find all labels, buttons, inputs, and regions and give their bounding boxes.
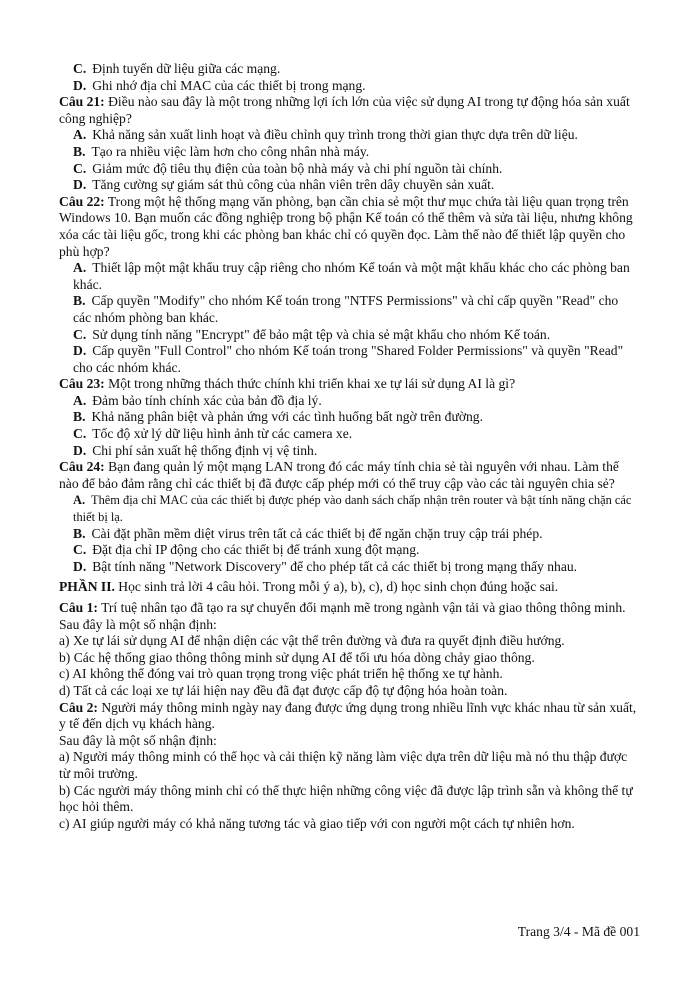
tf-question-2 <box>59 700 639 733</box>
exam-page <box>59 61 639 832</box>
question-text: Người máy thông minh ngày nay đang được ứng dụng trong nhiều lĩnh vực khác nhau từ sản xuất, y tế đến dịch vụ khách hàng. <box>59 699 637 732</box>
question-label: Câu 24: <box>59 459 105 475</box>
part-instructions: Học sinh trả lời 4 câu hỏi. Trong mỗi ý a), b), c), d) học sinh chọn đúng hoặc sai. <box>118 579 559 595</box>
question-text: Trí tuệ nhân tạo đã tạo ra sự chuyển đổi mạnh mẽ trong ngành vận tải và giao thông thông minh. <box>101 600 626 615</box>
option-text: Khả năng sản xuất linh hoạt và điều chỉnh quy trình trong thời gian thực dựa trên dữ liệu. <box>92 127 578 143</box>
option <box>59 343 639 376</box>
statements-intro: Sau đây là một số nhận định: <box>59 616 217 632</box>
option-text: Tạo ra nhiều việc làm hơn cho công nhân nhà máy. <box>91 143 370 159</box>
option-label: D. <box>73 77 87 93</box>
option-text: Ghi nhớ địa chỉ MAC của các thiết bị trong mạng. <box>92 77 366 93</box>
option-label: B. <box>73 143 86 159</box>
option-text: Cấp quyền "Full Control" cho nhóm Kế toán trong "Shared Folder Permissions" và quyền "Read" cho các nhóm khác. <box>73 343 624 375</box>
option-label: D. <box>73 442 87 458</box>
option-label: A. <box>73 127 87 143</box>
option <box>59 526 639 543</box>
tf-question-1 <box>59 600 639 617</box>
option-text: Thêm địa chỉ MAC của các thiết bị được phép vào danh sách chấp nhận trên router và bật tính năng chặn các thiết bị lạ. <box>73 493 632 525</box>
option-label: A. <box>73 392 87 408</box>
option <box>59 293 639 326</box>
option-text: Chi phí sản xuất hệ thống định vị vệ tinh. <box>92 442 318 458</box>
option-label: B. <box>73 293 86 309</box>
question-text: Một trong những thách thức chính khi triển khai xe tự lái sử dụng AI là gì? <box>108 376 516 392</box>
option <box>59 161 639 178</box>
option <box>59 144 639 161</box>
option-text: Bật tính năng "Network Discovery" để cho phép tất cả các thiết bị trong mạng thấy nhau. <box>92 558 578 574</box>
option-label: B. <box>73 525 86 541</box>
option <box>59 443 639 460</box>
option-label: C. <box>73 542 87 558</box>
page-footer: Trang 3/4 - Mã đề 001 <box>517 924 640 939</box>
option <box>59 260 639 293</box>
option-text: Tăng cường sự giám sát thủ công của nhân viên trên dây chuyền sản xuất. <box>92 177 495 193</box>
option-text: Thiết lập một mật khẩu truy cập riêng cho nhóm Kế toán và một mật khẩu khác cho các phòng ban khác. <box>73 260 630 292</box>
option-label: D. <box>73 177 87 193</box>
statement: b) Các hệ thống giao thông thông minh sử dụng AI để tối ưu hóa dòng chảy giao thông. <box>59 649 535 665</box>
option <box>59 492 639 525</box>
option-text: Khả năng phân biệt và phản ứng với các tình huống bất ngờ trên đường. <box>91 409 484 425</box>
option <box>59 426 639 443</box>
option-text: Cấp quyền "Modify" cho nhóm Kế toán trong "NTFS Permissions" và chỉ cấp quyền "Read" cho các nhóm phòng ban khác. <box>73 293 619 325</box>
question-24 <box>59 459 639 492</box>
part-2-heading <box>59 579 639 596</box>
option <box>59 542 639 559</box>
statement: c) AI không thể đóng vai trò quan trọng trong việc phát triển hệ thống xe tự hành. <box>59 666 503 682</box>
question-label: Câu 1: <box>59 600 98 615</box>
question-text: Bạn đang quản lý một mạng LAN trong đó các máy tính chia sẻ tài nguyên với nhau. Làm thế nào để bảo đảm rằng chỉ các thiết bị đã được cấp phép mới có thể truy cập vào các tài nguyên chia sẻ? <box>59 459 619 491</box>
option <box>59 177 639 194</box>
option-text: Sử dụng tính năng "Encrypt" để bảo mật tệp và chia sẻ mật khẩu cho nhóm Kế toán. <box>92 326 551 342</box>
option-label: B. <box>73 409 86 425</box>
option-text: Giảm mức độ tiêu thụ điện của toàn bộ nhà máy và chi phí nguồn tài chính. <box>92 160 503 176</box>
question-text: Điều nào sau đây là một trong những lợi ích lớn của việc sử dụng AI trong tự động hóa sản xuất công nghiệp? <box>59 94 630 126</box>
option-text: Đảm bảo tính chính xác của bản đồ địa lý. <box>92 392 322 408</box>
question-label: Câu 21: <box>59 94 105 110</box>
question-22 <box>59 194 639 260</box>
option-text: Định tuyến dữ liệu giữa các mạng. <box>92 61 281 76</box>
option <box>59 327 639 344</box>
option <box>59 559 639 576</box>
statements-intro: Sau đây là một số nhận định: <box>59 732 217 748</box>
option-text: Đặt địa chỉ IP động cho các thiết bị để tránh xung đột mạng. <box>92 542 420 558</box>
option-label: C. <box>73 326 87 342</box>
question-label: Câu 2: <box>59 699 98 715</box>
option-label: A. <box>73 260 87 276</box>
statement: d) Tất cả các loại xe tự lái hiện nay đều đã đạt được cấp độ tự động hóa hoàn toàn. <box>59 682 508 698</box>
question-label: Câu 22: <box>59 193 105 209</box>
question-text: Trong một hệ thống mạng văn phòng, bạn cần chia sẻ một thư mục chứa tài liệu quan trọng trên Windows 10. Bạn muốn các đồng nghiệp trong bộ phận Kế toán có thể thêm và sửa tài liệu, nhưng không xóa các tài liệu gốc, trong khi các phòng ban khác chỉ có quyền đọc. Làm thế nào để thiết lập quyền cho phù hợp? <box>59 193 633 259</box>
option-label: C. <box>73 61 87 76</box>
statement: a) Xe tự lái sử dụng AI để nhận diện các vật thể trên đường và đưa ra quyết định điều hướng. <box>59 633 565 649</box>
option <box>59 61 639 78</box>
option-text: Tốc độ xử lý dữ liệu hình ảnh từ các camera xe. <box>92 426 353 442</box>
option-label: C. <box>73 160 87 176</box>
option <box>59 78 639 95</box>
option-label: D. <box>73 343 87 359</box>
statement: a) Người máy thông minh có thể học và cải thiện kỹ năng làm việc dựa trên dữ liệu mà nó thu thập được từ môi trường. <box>59 749 628 781</box>
option-label: C. <box>73 426 87 442</box>
statement: c) AI giúp người máy có khả năng tương tác và giao tiếp với con người một cách tự nhiên hơn. <box>59 815 575 831</box>
option-text: Cài đặt phần mềm diệt virus trên tất cả các thiết bị để ngăn chặn truy cập trái phép. <box>91 525 543 541</box>
option <box>59 127 639 144</box>
question-label: Câu 23: <box>59 376 105 392</box>
option-label: D. <box>73 558 87 574</box>
part-label: PHẦN II. <box>59 579 115 595</box>
statement: b) Các người máy thông minh chỉ có thể thực hiện những công việc đã được lập trình sẵn và không thể tự học hỏi thêm. <box>59 782 633 815</box>
option <box>59 393 639 410</box>
question-21 <box>59 94 639 127</box>
option <box>59 409 639 426</box>
option-label: A. <box>73 493 86 508</box>
question-23 <box>59 376 639 393</box>
